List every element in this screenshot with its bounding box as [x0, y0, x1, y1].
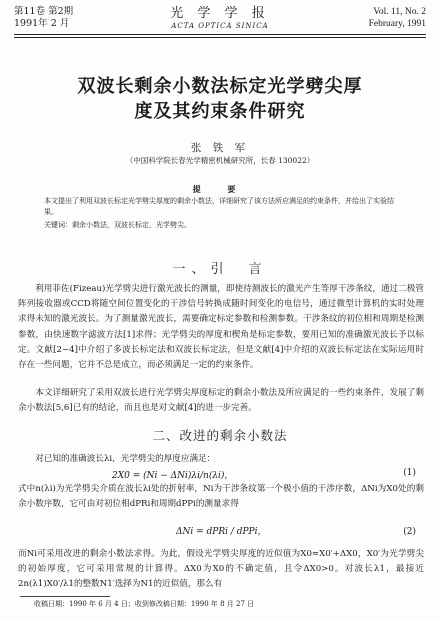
date-en: February, 1991 — [368, 19, 426, 29]
abstract-heading: 提 要 — [192, 184, 248, 194]
keywords: 关键词：剩余小数法，双波长标定，光学劈尖。 — [44, 221, 191, 229]
header-rule-thin — [14, 37, 426, 38]
section-heading-method: 二、改进的剩余小数法 — [152, 428, 288, 443]
equation-1-number: (1) — [403, 468, 416, 478]
paragraph-1: 利用菲佐(Fizeau)光学劈尖进行激光波长的测量，即使待测波长的激光产生等厚干涉条纹，通过二极管阵列接收器或CCD将随空间位置变化的干涉信号转换成随时间变化的电信号，通过微型计算机的实时处理求得未知的激光波长。为了测量激光波长，需要确定标定参数和检测参数。干涉条纹的初位相和周期是检测参数，由快速数字滤波方法[1]求得；光学劈尖的厚度和楔角是标定参数，要用已知的准确激光波长予以标定。文献[2~4]中介绍了多波长标定法和双波长标定法，但是文献[4]中介绍的双波长标定法在实际运用时存在一些问题，它并不总是成立，而必须满足一定的约束条件。 — [18, 284, 424, 371]
paragraph-4: 式中n(λi)为光学劈尖介质在波长λi处的折射率，Ni为干涉条纹第一个极小值的干涉序数，ΔNi为X0处的剩余小数序数，它可由对初位相dPRi和周期dPPi的测量求得 — [18, 484, 424, 510]
footnote-rule — [20, 596, 110, 597]
paper-title — [20, 74, 420, 124]
abstract-text: 本文提出了利用双波长标定光学劈尖厚度的剩余小数法，详细研究了该方法所应满足的约束条件，并给出了实验结果。 — [44, 197, 394, 216]
author-affiliation: （中国科学院长春光学精密机械研究所，长春 130022） — [125, 156, 315, 165]
paragraph-3: 对已知的准确波长λi，光学劈尖的厚度应满足： — [35, 454, 216, 464]
volume-issue-cn: 第11卷 第2期 — [14, 6, 74, 17]
journal-name-en: ACTA OPTICA SINICA — [171, 22, 269, 30]
journal-header — [14, 6, 426, 44]
paragraph-5: 而Ni可采用改进的剩余小数法求得。为此，假设光学劈尖厚度的近似值为X0≈X0′+ΔX0，X0′为光学劈尖的初始厚度，它可采用常规的计算得。ΔX0为X0的不确定值，且令ΔX0>0。对波长λ1，最接近2n(λ1)X0′/λ1的整数N1′选择为N1的近似值，那么有 — [18, 549, 424, 590]
header-center — [14, 6, 426, 31]
author-name: 张 铁 军 — [190, 142, 250, 154]
paragraph-2: 本文详细研究了采用双波长进行光学劈尖厚度标定的剩余小数法及所应满足的一些约束条件，发展了剩余小数法[5,6]已有的结论，而且也是对文献[4]的进一步完善。 — [18, 388, 424, 414]
title-line-1: 双波长剩余小数法标定光学劈尖厚 — [77, 76, 363, 97]
header-right — [369, 6, 426, 30]
header-rule-thick — [14, 34, 426, 35]
date-cn: 1991年 2 月 — [14, 18, 70, 29]
equation-1: 2X0 = (Ni − ΔNi)λi/n(λi)， — [112, 471, 234, 481]
footnote: 收稿日期：1990 年 6 月 4 日；收到修改稿日期：1990 年 8 月 27 日 — [34, 600, 255, 608]
title-line-2: 度及其约束条件研究 — [134, 101, 306, 122]
equation-2: ΔNi = dPRi / dPPi， — [176, 527, 267, 537]
section-heading-introduction: 一、引 言 — [172, 262, 268, 277]
equation-2-number: (2) — [403, 527, 416, 537]
volume-issue-en: Vol. 11, No. 2 — [373, 7, 426, 17]
journal-name-cn: 光 学 学 报 — [170, 6, 270, 21]
